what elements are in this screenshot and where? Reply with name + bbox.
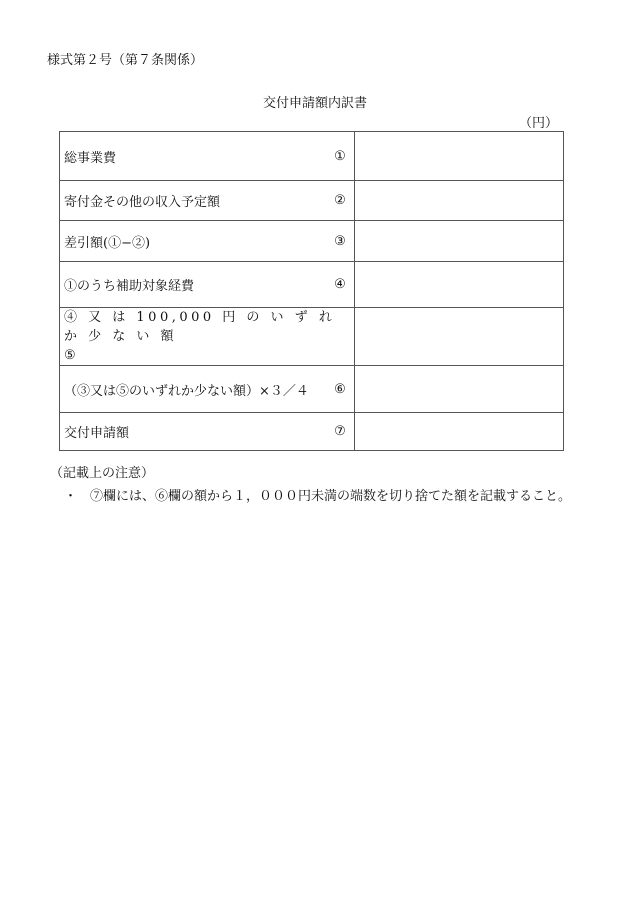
notes-heading: （記載上の注意） [50,466,155,481]
row-mark: ⑦ [334,424,346,439]
document-title: 交付申請額内訳書 [262,96,367,111]
note-item: ・ ⑦欄には、⑥欄の額から１，０００円未満の端数を切り捨てた額を記載すること。 [64,489,572,504]
table-row [60,132,564,181]
amount-cell[interactable] [354,221,563,262]
amount-cell[interactable] [354,308,563,366]
amount-cell[interactable] [354,262,563,308]
row-mark: ⑤ [64,348,80,363]
table-row [60,221,564,262]
row-mark: ① [334,148,346,164]
table-row [60,181,564,221]
breakdown-table [59,131,564,451]
row-mark: ⑥ [334,381,346,397]
row-label: 寄付金その他の収入予定額 [64,195,221,210]
row-label: ④ 又 は 100,000 円 の い ず れ か 少 な い 額 [64,310,336,344]
row-mark: ④ [334,277,346,292]
row-label: 総事業費 [64,150,117,166]
row-mark: ③ [334,233,346,249]
row-label: 交付申請額 [64,426,130,441]
amount-cell[interactable] [354,413,563,451]
row-label: ①のうち補助対象経費 [64,279,195,294]
row-mark: ② [334,193,346,208]
table-row [60,413,564,451]
amount-cell[interactable] [354,366,563,413]
table-row [60,366,564,413]
amount-cell[interactable] [354,132,563,181]
row-label: 差引額(①−②) [64,235,151,251]
table-row [60,262,564,308]
form-number: 様式第２号（第７条関係） [47,53,204,68]
unit-label: （円） [518,116,558,131]
row-label: （③又は⑤のいずれか少ない額）×３／４ [64,383,309,399]
amount-cell[interactable] [354,181,563,221]
table-row [60,308,564,366]
